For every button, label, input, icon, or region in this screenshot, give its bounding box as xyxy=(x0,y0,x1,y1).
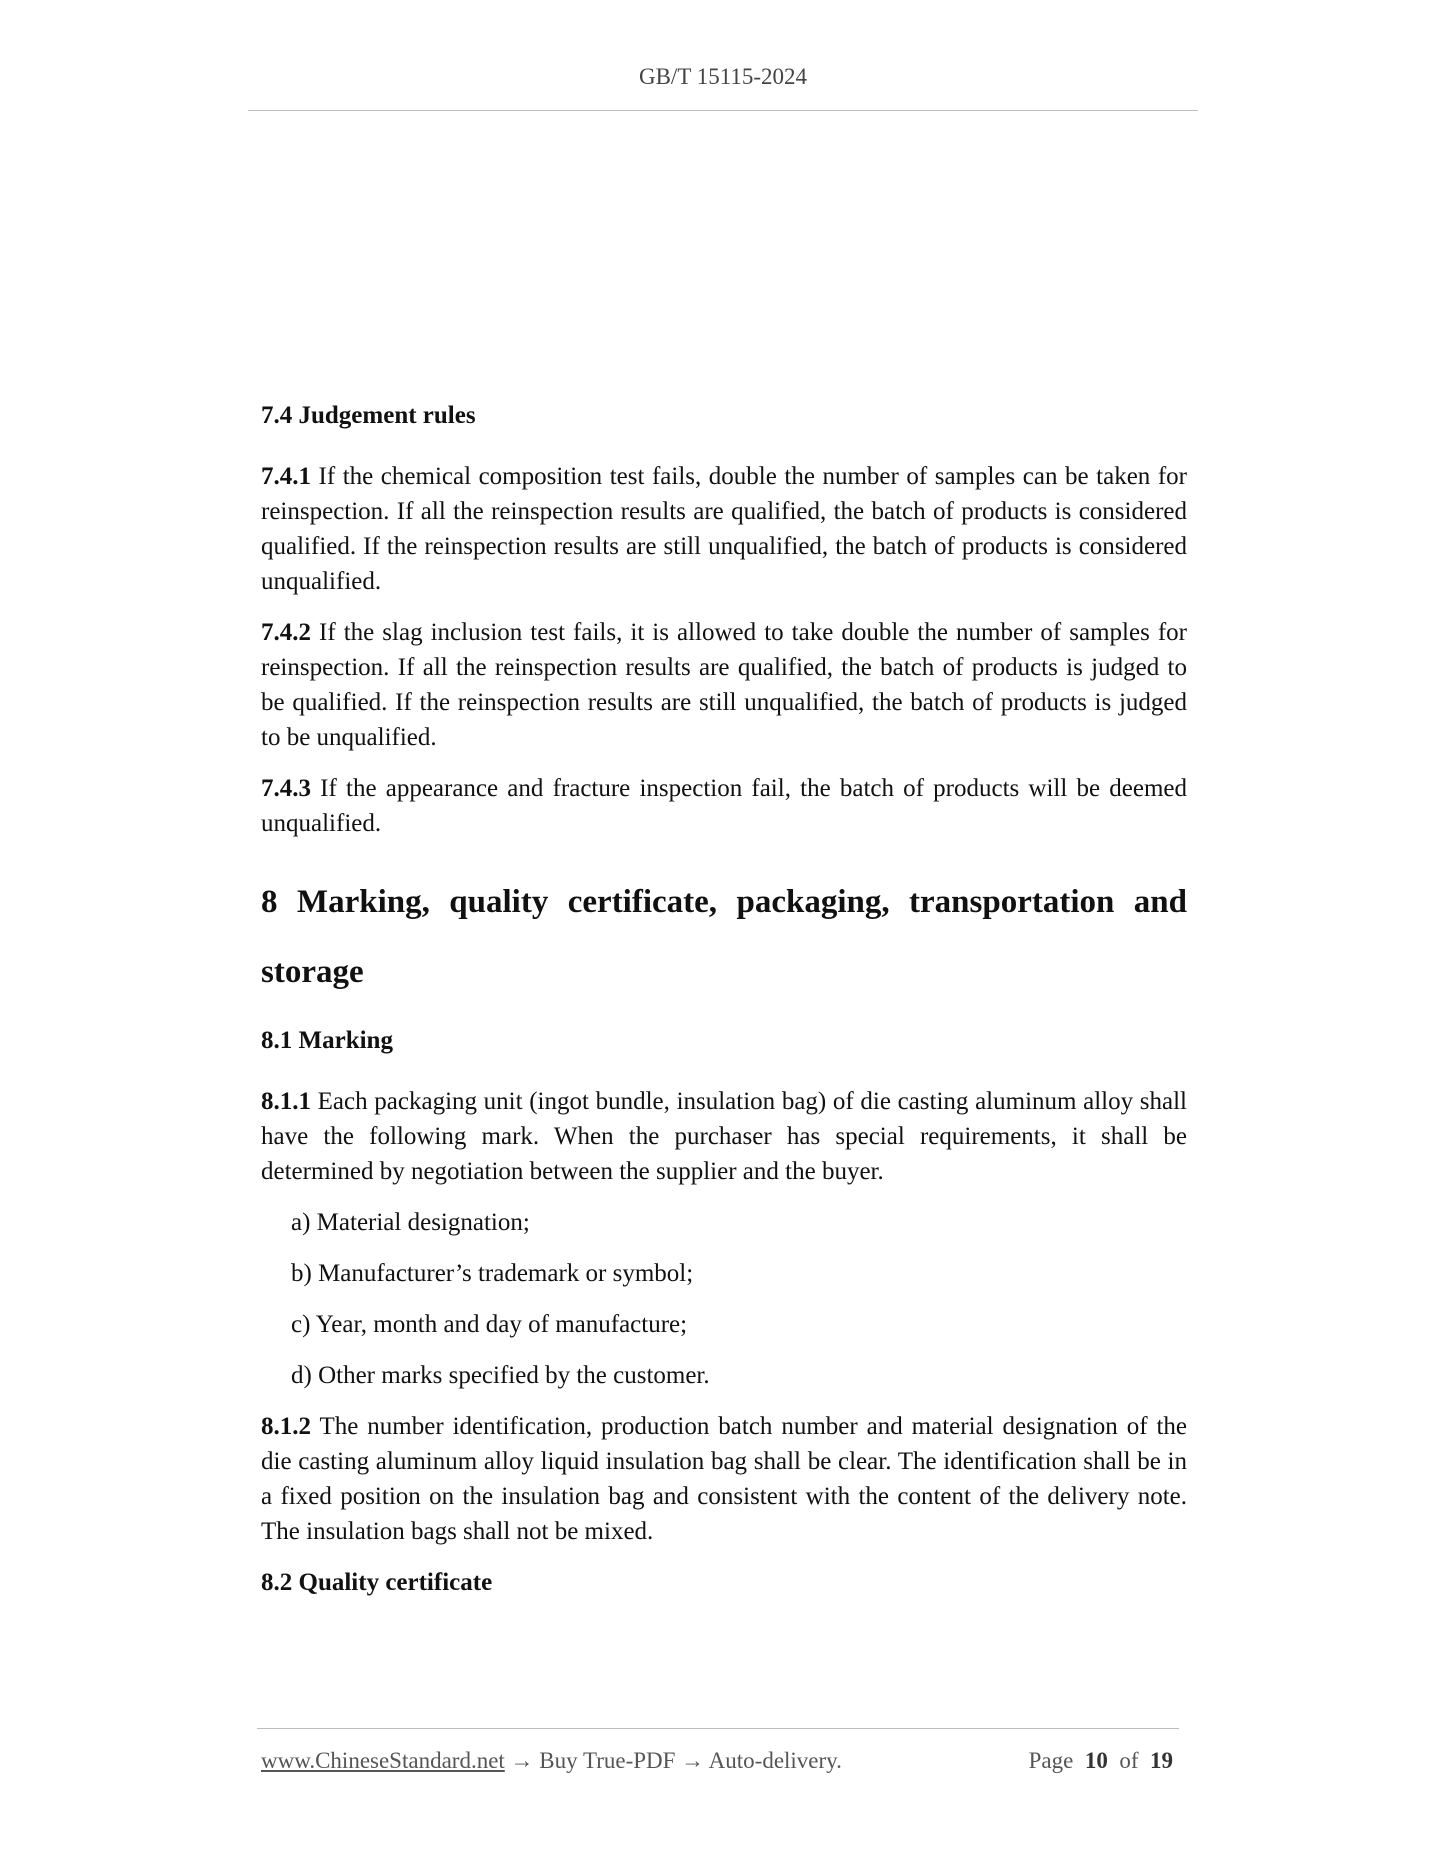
clause-8-1-2 xyxy=(261,1409,1187,1549)
list-item: a) Material designation; xyxy=(291,1209,530,1236)
clause-text: Each packaging unit (ingot bundle, insulation bag) of die casting aluminum alloy shall have the following mark. When the purchaser has special requirements, it shall be determined by negotiation between the supplier and the buyer. xyxy=(261,1088,1187,1185)
clause-7-4-2 xyxy=(261,615,1187,755)
heading-8-1: 8.1 Marking xyxy=(261,1027,393,1054)
site-link[interactable]: www.ChineseStandard.net xyxy=(261,1748,505,1773)
list-item: b) Manufacturer’s trademark or symbol; xyxy=(291,1260,694,1287)
clause-number: 7.4.1 xyxy=(261,463,311,490)
clause-7-4-3 xyxy=(261,771,1187,841)
clause-8-1-1 xyxy=(261,1084,1187,1189)
heading-7-4: 7.4 Judgement rules xyxy=(261,402,476,429)
page-total: 19 xyxy=(1150,1748,1173,1773)
clause-number: 8.1.1 xyxy=(261,1088,311,1115)
document-body xyxy=(261,398,1187,1600)
clause-text: If the appearance and fracture inspection fail, the batch of products will be deemed unqualified. xyxy=(261,775,1187,837)
clause-number: 7.4.3 xyxy=(261,775,311,802)
clause-text: The number identification, production batch number and material designation of the die casting aluminum alloy liquid insulation bag shall be clear. The identification shall be in a fixed position on the insulation bag and consistent with the content of the delivery note. The insulation bags shall not be mixed. xyxy=(261,1413,1187,1545)
page-number xyxy=(1029,1748,1173,1774)
footer-divider xyxy=(257,1728,1179,1729)
footer-promo-text: → Buy True-PDF → Auto-delivery. xyxy=(504,1748,842,1773)
page-current: 10 xyxy=(1084,1748,1108,1773)
clause-text: If the chemical composition test fails, double the number of samples can be taken for reinspection. If all the reinspection results are qualified, the batch of products is considered qualified. If the reinspection results are still unqualified, the batch of products is considered unqualified. xyxy=(261,463,1187,595)
clause-number: 7.4.2 xyxy=(261,619,311,646)
page-of: of xyxy=(1119,1748,1139,1773)
list-item: d) Other marks specified by the customer. xyxy=(291,1362,710,1389)
header-divider xyxy=(248,110,1198,111)
page-label: Page xyxy=(1028,1748,1074,1773)
clause-number: 8.1.2 xyxy=(261,1413,311,1440)
page-header: GB/T 15115-2024 xyxy=(638,64,808,89)
clause-text: If the slag inclusion test fails, it is allowed to take double the number of samples for reinspection. If all the reinspection results are qualified, the batch of products is judged to be qualified. If the reinspection results are still unqualified, the batch of products is judged to be unqualified. xyxy=(261,619,1187,751)
heading-8-2: 8.2 Quality certificate xyxy=(261,1569,493,1596)
heading-8: 8 Marking, quality certificate, packaging, transportation and storage xyxy=(261,884,1187,990)
list-item: c) Year, month and day of manufacture; xyxy=(291,1311,688,1338)
clause-7-4-1 xyxy=(261,459,1187,599)
footer-promo xyxy=(261,1748,842,1774)
